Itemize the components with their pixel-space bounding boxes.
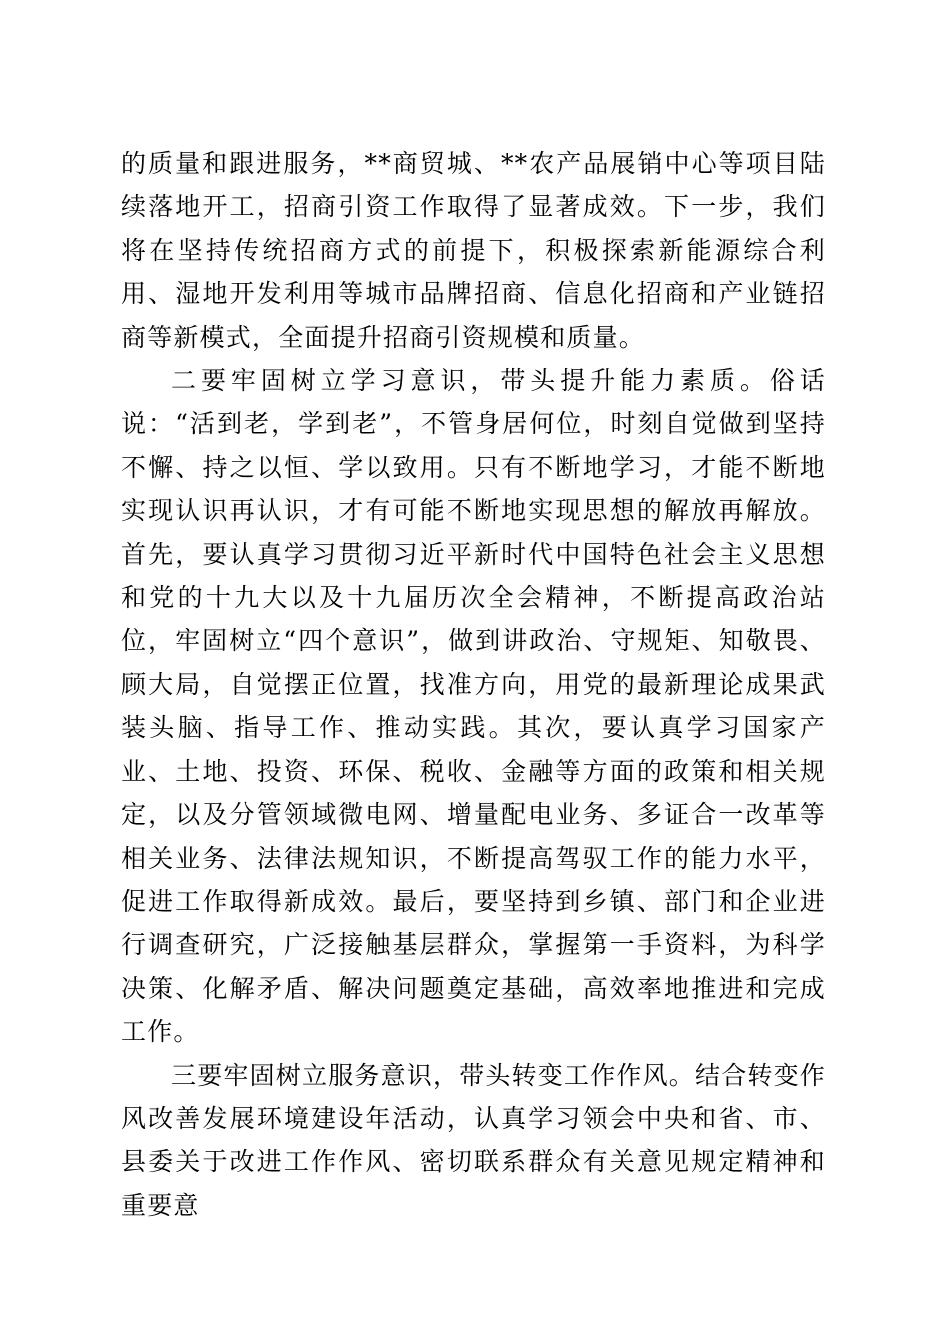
- paragraph-learning-awareness: 二要牢固树立学习意识，带头提升能力素质。俗话说：“活到老，学到老”，不管身居何位，时刻自觉做到坚持不懈、持之以恒、学以致用。只有不断地学习，才能不断地实现认识再认识，才有可能不断地实现思想的解放再解放。首先，要认真学习贯彻习近平新时代中国特色社会主义思想和党的十九大以及十九届历次全会精神，不断提高政治站位，牢固树立“四个意识”，做到讲政治、守规矩、知敬畏、顾大局，自觉摆正位置，找准方向，用党的最新理论成果武装头脑、指导工作、推动实践。其次，要认真学习国家产业、土地、投资、环保、税收、金融等方面的政策和相关规定，以及分管领域微电网、增量配电业务、多证合一改革等相关业务、法律法规知识，不断提高驾驭工作的能力水平，促进工作取得新成效。最后，要坚持到乡镇、部门和企业进行调查研究，广泛接触基层群众，掌握第一手资料，为科学决策、化解矛盾、解决问题奠定基础，高效率地推进和完成工作。: [121, 366, 826, 1047]
- paragraph-investment-results: 的质量和跟进服务，**商贸城、**农产品展销中心等项目陆续落地开工，招商引资工作取得了显著成效。下一步，我们将在坚持传统招商方式的前提下，积极探索新能源综合利用、湿地开发利用等城市品牌招商、信息化招商和产业链招商等新模式，全面提升招商引资规模和质量。: [121, 149, 826, 352]
- document-body: [121, 142, 826, 1227]
- paragraph-service-awareness: 三要牢固树立服务意识，带头转变工作作风。结合转变作风改善发展环境建设年活动，认真学习领会中央和省、市、县委关于改进工作作风、密切联系群众有关意见规定精神和重要意: [121, 1060, 827, 1220]
